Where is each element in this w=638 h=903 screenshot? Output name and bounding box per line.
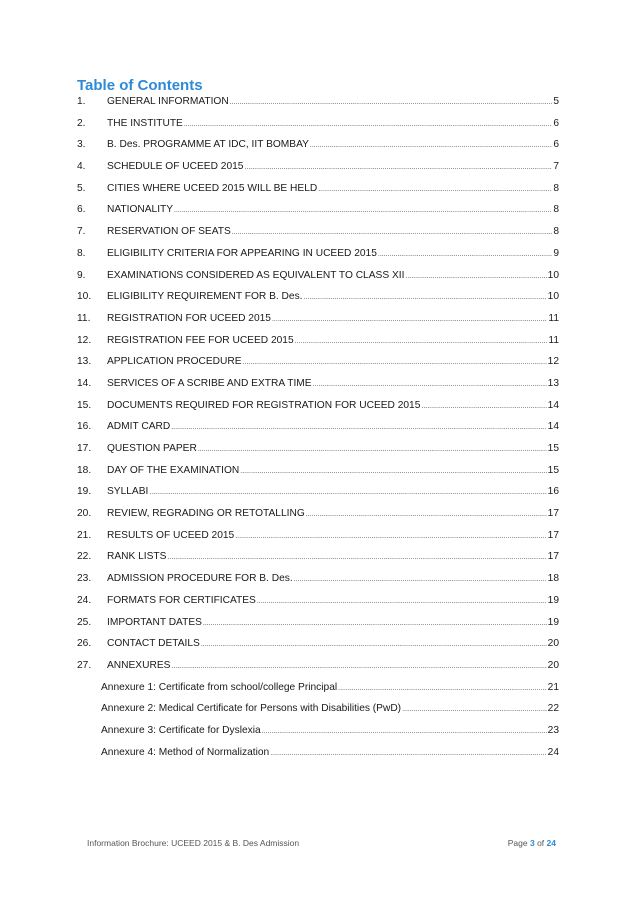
toc-annexure-label: Annexure 3: Certificate for Dyslexia	[101, 724, 261, 736]
footer-page-current: 3	[529, 838, 535, 848]
toc-entry-page: 17	[547, 508, 559, 520]
toc-leader-dots	[171, 663, 546, 670]
toc-entry-label: SCHEDULE OF UCEED 2015	[107, 161, 244, 173]
page-footer	[87, 838, 556, 848]
toc-leader-dots	[378, 251, 552, 258]
toc-entry[interactable]	[77, 248, 559, 270]
toc-entry-page: 16	[547, 486, 559, 498]
toc-entry-number: 3.	[77, 139, 86, 151]
toc-entry-page: 19	[547, 616, 559, 628]
toc-leader-dots	[306, 511, 547, 518]
toc-leader-dots	[198, 446, 547, 453]
toc-entry-number: 19.	[77, 486, 92, 498]
toc-leader-dots	[257, 598, 547, 605]
toc-entry-number: 14.	[77, 377, 92, 389]
toc-annexure-entry[interactable]	[77, 747, 559, 769]
toc-leader-dots	[230, 99, 553, 106]
toc-entry-page: 17	[547, 529, 559, 541]
toc-entry-number: 25.	[77, 616, 92, 628]
toc-entry[interactable]	[77, 335, 559, 357]
toc-entry-number: 7.	[77, 226, 86, 238]
toc-entry-page: 8	[553, 226, 559, 238]
toc-entry[interactable]	[77, 400, 559, 422]
toc-entry-page: 13	[547, 377, 559, 389]
toc-entry-number: 18.	[77, 464, 92, 476]
toc-entry-number: 20.	[77, 508, 92, 520]
toc-leader-dots	[244, 164, 552, 171]
toc-annexure-entry[interactable]	[77, 703, 559, 725]
footer-page-of: of	[534, 838, 547, 848]
toc-leader-dots	[243, 359, 547, 366]
toc-annexure-page: 22	[547, 703, 559, 715]
toc-entry-page: 14	[547, 421, 559, 433]
toc-entry[interactable]	[77, 617, 559, 639]
toc-leader-dots	[310, 142, 552, 149]
toc-entry-number: 22.	[77, 551, 92, 563]
toc-entry-number: 27.	[77, 659, 92, 671]
toc-entry-page: 11	[548, 312, 559, 324]
toc-entry-page: 9	[553, 247, 559, 259]
toc-entry-number: 1.	[77, 96, 86, 107]
toc-entry-label: SYLLABI	[107, 486, 149, 498]
toc-leader-dots	[338, 685, 547, 692]
toc-leader-dots	[421, 403, 546, 410]
footer-page-number	[508, 838, 556, 848]
toc-entry[interactable]	[77, 508, 559, 530]
toc-entry-number: 16.	[77, 421, 92, 433]
toc-entry-label: ADMIT CARD	[107, 421, 171, 433]
toc-entry-page: 6	[553, 117, 559, 129]
toc-entry-label: FORMATS FOR CERTIFICATES	[107, 594, 256, 606]
toc-entry[interactable]	[77, 378, 559, 400]
toc-entry[interactable]	[77, 530, 559, 552]
toc-leader-dots	[270, 750, 546, 757]
toc-leader-dots	[272, 316, 547, 323]
toc-entry-page: 10	[547, 291, 559, 303]
toc-entry-label: CITIES WHERE UCEED 2015 WILL BE HELD	[107, 182, 318, 194]
toc-entry-label: B. Des. PROGRAMME AT IDC, IIT BOMBAY	[107, 139, 309, 151]
toc-entry[interactable]	[77, 161, 559, 183]
toc-entry-number: 17.	[77, 443, 92, 454]
toc-entry[interactable]	[77, 356, 559, 378]
toc-entry-label: RESULTS OF UCEED 2015	[107, 529, 235, 541]
toc-entry-label: THE INSTITUTE	[107, 117, 183, 129]
toc-leader-dots	[167, 554, 546, 561]
toc-entry-number: 11.	[77, 312, 91, 324]
toc-entry-label: REVIEW, REGRADING OR RETOTALLING	[107, 508, 305, 520]
toc-entry-page: 14	[547, 399, 559, 411]
toc-leader-dots	[201, 641, 547, 648]
toc-entry-number: 10.	[77, 291, 92, 303]
toc-entry-page: 15	[547, 464, 559, 476]
toc-entry-page: 10	[547, 269, 559, 281]
toc-entry[interactable]	[77, 595, 559, 617]
toc-list	[77, 96, 559, 768]
toc-entry-page: 7	[553, 161, 559, 173]
toc-entry-number: 24.	[77, 594, 92, 606]
toc-leader-dots	[184, 121, 552, 128]
toc-entry-number: 21.	[77, 529, 92, 541]
toc-entry-page: 20	[547, 638, 559, 650]
toc-entry-page: 19	[547, 594, 559, 606]
toc-leader-dots	[232, 229, 553, 236]
toc-entry-label: ELIGIBILITY CRITERIA FOR APPEARING IN UCEED 2015	[107, 247, 377, 259]
toc-entry-page: 6	[553, 139, 559, 151]
footer-page-total: 24	[546, 838, 556, 848]
toc-entry-page: 18	[547, 573, 559, 585]
toc-annexure-label: Annexure 4: Method of Normalization	[101, 746, 270, 758]
toc-entry-label: DOCUMENTS REQUIRED FOR REGISTRATION FOR UCEED 2015	[107, 399, 421, 411]
toc-entry-label: SERVICES OF A SCRIBE AND EXTRA TIME	[107, 377, 312, 389]
toc-entry[interactable]	[77, 291, 559, 313]
toc-entry[interactable]	[77, 573, 559, 595]
toc-entry-label: ELIGIBILITY REQUIREMENT FOR B. Des.	[107, 291, 303, 303]
toc-annexure-label: Annexure 1: Certificate from school/college Principal	[101, 681, 338, 693]
toc-entry[interactable]	[77, 313, 559, 335]
toc-entry[interactable]	[77, 226, 559, 248]
toc-entry-number: 13.	[77, 356, 92, 368]
toc-entry-page: 17	[547, 551, 559, 563]
toc-annexure-entry[interactable]	[77, 725, 559, 747]
footer-page-prefix: Page	[507, 838, 530, 848]
toc-entry-label: APPLICATION PROCEDURE	[107, 356, 242, 368]
toc-entry-number: 4.	[77, 161, 86, 173]
toc-entry[interactable]	[77, 139, 559, 161]
toc-leader-dots	[174, 207, 552, 214]
toc-entry[interactable]	[77, 183, 559, 205]
toc-entry-page: 20	[547, 659, 559, 671]
toc-leader-dots	[295, 338, 548, 345]
toc-leader-dots	[313, 381, 547, 388]
toc-entry[interactable]	[77, 270, 559, 292]
toc-leader-dots	[235, 533, 546, 540]
toc-leader-dots	[149, 489, 546, 496]
toc-entry-number: 9.	[77, 269, 86, 281]
toc-leader-dots	[318, 186, 552, 193]
toc-entry-number: 12.	[77, 334, 92, 346]
toc-entry[interactable]	[77, 421, 559, 443]
toc-leader-dots	[262, 728, 547, 735]
toc-entry-label: REGISTRATION FEE FOR UCEED 2015	[107, 334, 294, 346]
toc-entry[interactable]	[77, 96, 559, 118]
toc-entry-label: QUESTION PAPER	[107, 443, 197, 454]
toc-annexure-label: Annexure 2: Medical Certificate for Persons with Disabilities (PwD)	[101, 703, 402, 715]
toc-entry-label: RANK LISTS	[107, 551, 167, 563]
toc-annexure-page: 24	[547, 746, 559, 758]
footer-document-title: Information Brochure: UCEED 2015 & B. Des Admission	[87, 838, 300, 848]
toc-leader-dots	[240, 468, 546, 475]
toc-title: Table of Contents	[77, 77, 203, 94]
toc-entry-number: 26.	[77, 638, 92, 650]
toc-entry-label: NATIONALITY	[107, 204, 174, 216]
toc-leader-dots	[171, 424, 546, 431]
toc-leader-dots	[294, 576, 547, 583]
toc-entry-page: 8	[553, 182, 559, 194]
toc-entry-page: 5	[553, 96, 559, 107]
toc-entry-label: IMPORTANT DATES	[107, 616, 202, 628]
toc-leader-dots	[405, 273, 546, 280]
toc-entry[interactable]	[77, 465, 559, 487]
toc-entry[interactable]	[77, 660, 559, 682]
toc-leader-dots	[203, 620, 547, 627]
toc-entry-label: REGISTRATION FOR UCEED 2015	[107, 312, 271, 324]
toc-entry-label: ANNEXURES	[107, 659, 171, 671]
toc-entry[interactable]	[77, 118, 559, 140]
toc-annexure-page: 21	[547, 681, 559, 693]
toc-entry-label: GENERAL INFORMATION	[107, 96, 229, 107]
toc-entry-page: 11	[548, 334, 559, 346]
toc-entry[interactable]	[77, 204, 559, 226]
toc-entry-label: ADMISSION PROCEDURE FOR B. Des.	[107, 573, 293, 585]
toc-entry-label: EXAMINATIONS CONSIDERED AS EQUIVALENT TO CLASS XII	[107, 269, 405, 281]
toc-leader-dots	[304, 294, 547, 301]
toc-entry-number: 6.	[77, 204, 86, 216]
toc-entry[interactable]	[77, 486, 559, 508]
toc-leader-dots	[402, 706, 547, 713]
toc-entry-label: DAY OF THE EXAMINATION	[107, 464, 240, 476]
toc-entry-page: 15	[547, 443, 559, 454]
toc-entry-number: 15.	[77, 399, 92, 411]
toc-entry[interactable]	[77, 551, 559, 573]
toc-annexure-entry[interactable]	[77, 682, 559, 704]
toc-entry[interactable]	[77, 638, 559, 660]
toc-entry-page: 12	[547, 356, 559, 368]
toc-entry-page: 8	[553, 204, 559, 216]
toc-entry[interactable]	[77, 443, 559, 465]
toc-entry-number: 23.	[77, 573, 92, 585]
toc-entry-number: 2.	[77, 117, 86, 129]
toc-entry-number: 5.	[77, 182, 86, 194]
toc-annexure-page: 23	[547, 724, 559, 736]
toc-entry-label: RESERVATION OF SEATS	[107, 226, 231, 238]
toc-entry-number: 8.	[77, 247, 86, 259]
toc-entry-label: CONTACT DETAILS	[107, 638, 200, 650]
